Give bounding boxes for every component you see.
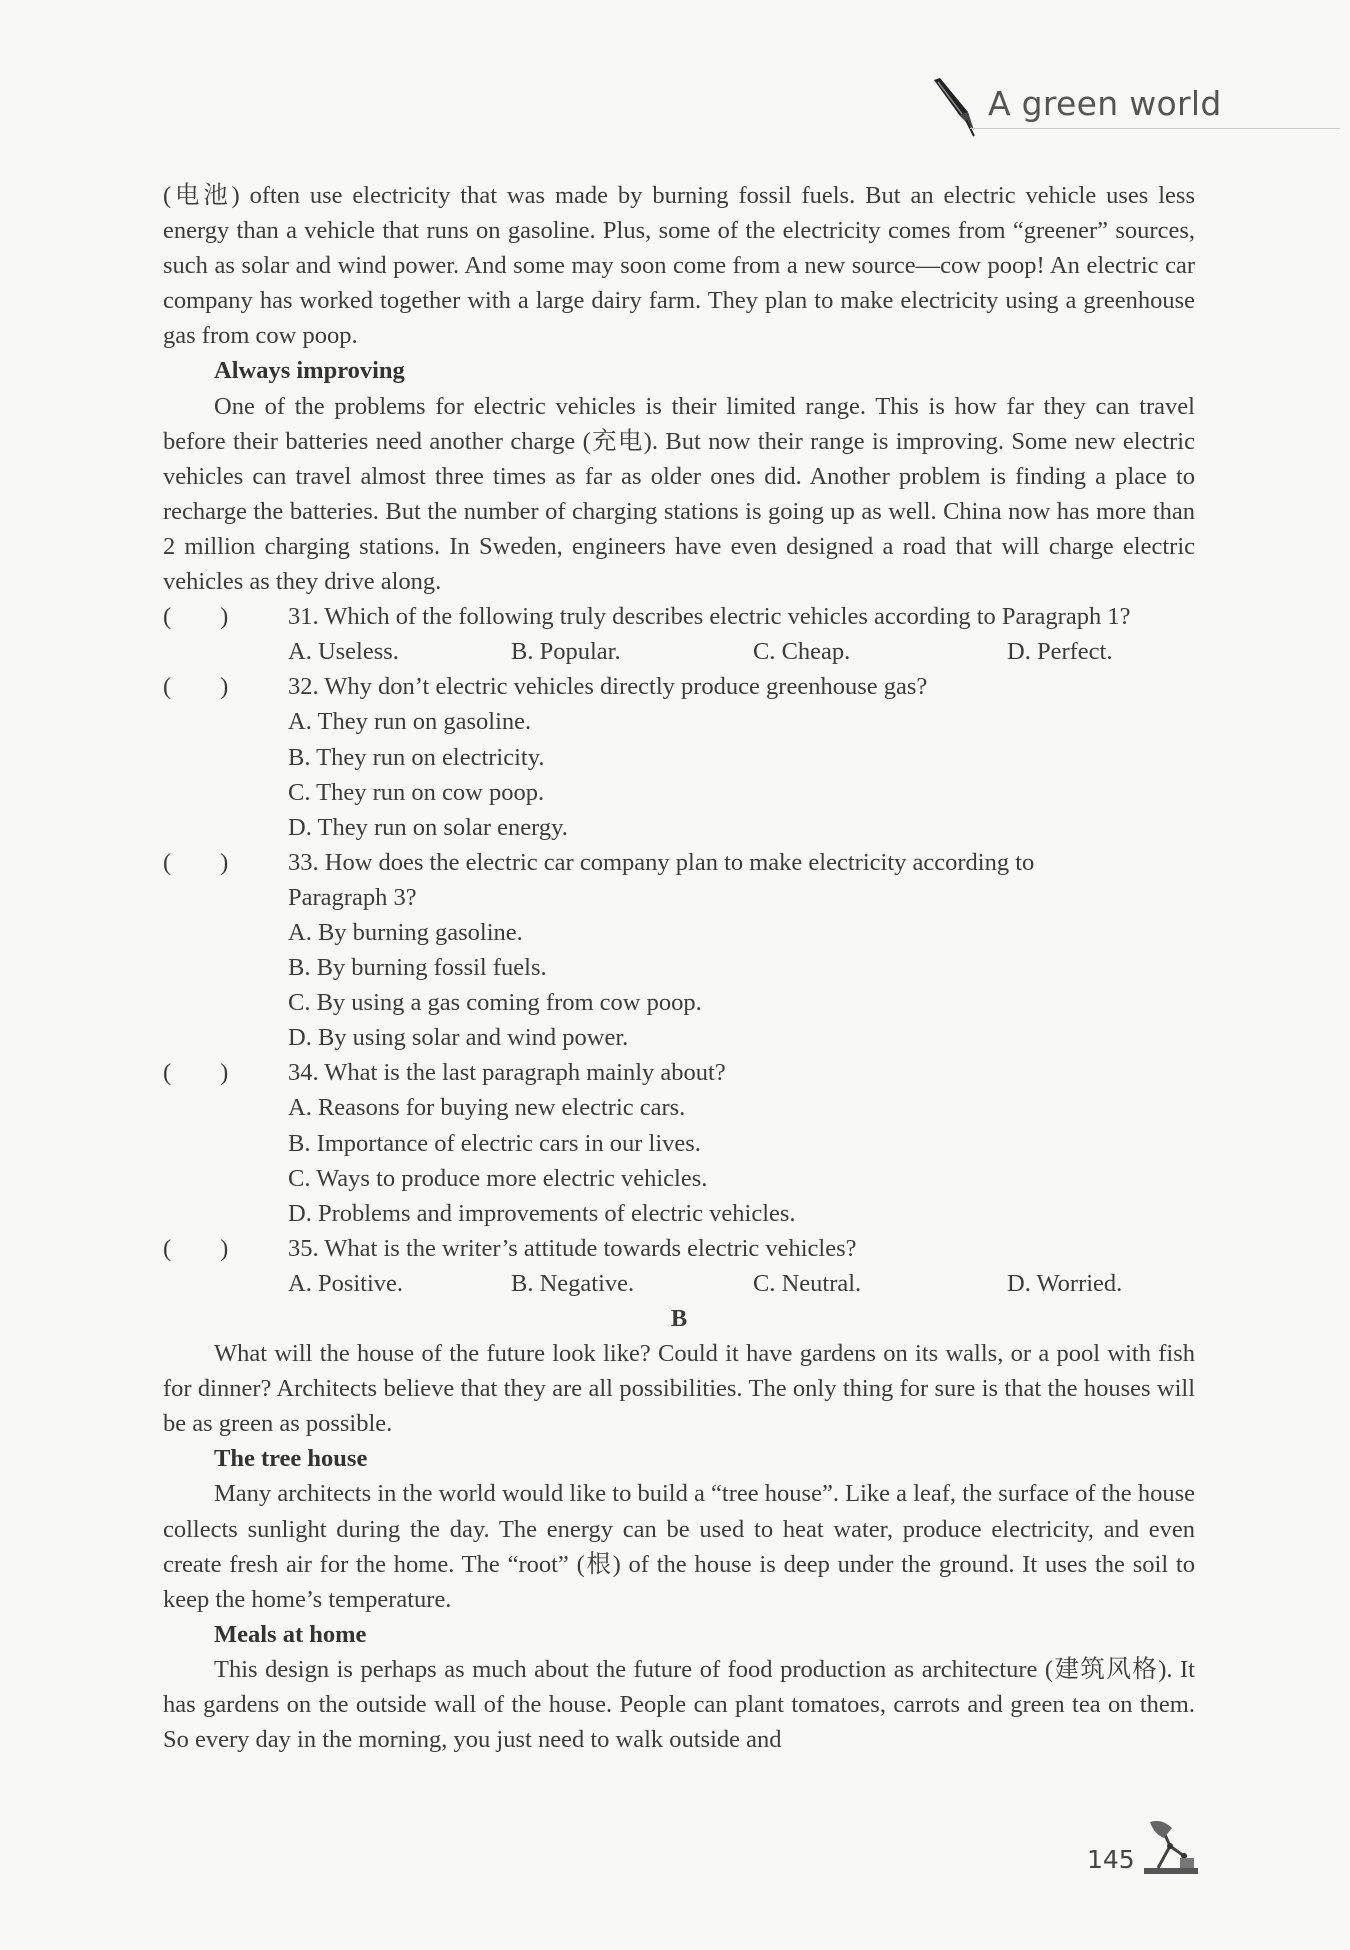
answer-blank[interactable]: ( ) [163,673,229,701]
option-a: A. By burning gasoline. [288,918,523,946]
option-d: D. Problems and improvements of electric vehicles. [288,1199,796,1227]
passage-a-paragraph: (电池) often use electricity that was made by burning fossil fuels. But an electric vehicle uses less energy than a vehicle that runs on gasoline. Plus, some of the electricity comes from “greener” sources, such as solar and wind power. And some may soon come from a new source—cow poop! An electric car company has worked together with a large dairy farm. They plan to make electricity using a greenhouse gas from cow poop. [163,182,1195,350]
pen-icon [930,78,976,138]
desk-lamp-icon [1140,1820,1202,1876]
question-35-options [163,1266,1195,1301]
answer-blank[interactable]: ( ) [163,1059,229,1087]
question-stem: 32. Why don’t electric vehicles directly produce greenhouse gas? [288,673,928,701]
section-heading-tree-house: The tree house [214,1445,368,1473]
question-34 [163,1055,1195,1090]
option-b: B. Importance of electric cars in our lives. [288,1129,701,1157]
option-c: C. Cheap. [753,638,851,666]
option-b: B. They run on electricity. [288,743,545,771]
option-c: C. Ways to produce more electric vehicles. [288,1164,708,1192]
section-heading-meals-at-home: Meals at home [214,1620,367,1648]
page-header [930,78,1340,138]
option-b: B. By burning fossil fuels. [288,954,547,982]
option-a: A. Useless. [288,638,399,666]
answer-blank[interactable]: ( ) [163,1234,229,1262]
option-d: D. By using solar and wind power. [288,1024,629,1052]
option-a: A. Positive. [288,1269,404,1297]
page-number: 145 [1087,1845,1135,1874]
section-heading-always-improving: Always improving [214,357,405,385]
question-31 [163,599,1195,634]
passage-b-tree-paragraph: Many architects in the world would like to build a “tree house”. Like a leaf, the surface of the house collects sunlight during the day. The energy can be used to heat water, produce electricity, and even create fresh air for the home. The “root” (根) of the house is deep under the ground. It uses the soil to keep the home’s temperature. [163,1480,1195,1613]
option-b: B. Negative. [511,1269,635,1297]
passage-b-intro: What will the house of the future look like? Could it have gardens on its walls, or a pool with fish for dinner? Architects believe that they are all possibilities. The only thing for sure is that the houses will be as green as possible. [163,1340,1195,1438]
question-stem: 31. Which of the following truly describes electric vehicles according to Paragraph 1? [288,603,1131,631]
option-d: D. Worried. [1007,1269,1123,1297]
passage-a-paragraph-improving: One of the problems for electric vehicles is their limited range. This is how far they can travel before their batteries need another charge (充电). But now their range is improving. Some new electric vehicles can travel almost three times as far as older ones did. Another problem is finding a place to recharge the batteries. But the number of charging stations is going up as well. China now has more than 2 million charging stations. In Sweden, engineers have even designed a road that will charge electric vehicles as they drive along. [163,392,1195,596]
option-c: C. They run on cow poop. [288,778,545,806]
page-content [163,178,1195,1757]
option-b: B. Popular. [511,638,621,666]
option-a: A. Reasons for buying new electric cars. [288,1094,686,1122]
option-a: A. They run on gasoline. [288,708,532,736]
option-d: D. Perfect. [1007,638,1113,666]
answer-blank[interactable]: ( ) [163,848,229,876]
option-c: C. By using a gas coming from cow poop. [288,989,702,1017]
answer-blank[interactable]: ( ) [163,603,229,631]
question-32 [163,669,1195,704]
question-31-options [163,634,1195,669]
option-c: C. Neutral. [753,1269,862,1297]
header-title: A green world [988,84,1222,123]
header-rule [970,128,1340,129]
question-stem: 35. What is the writer’s attitude towards electric vehicles? [288,1234,857,1262]
question-33 [163,845,1195,915]
passage-b-meals-paragraph: This design is perhaps as much about the future of food production as architecture (建筑风格). It has gardens on the outside wall of the house. People can plant tomatoes, carrots and green tea on them. So every day in the morning, you just need to walk outside and [163,1655,1195,1754]
question-stem: 33. How does the electric car company plan to make electricity according to Paragraph 3? [288,848,1035,911]
option-d: D. They run on solar energy. [288,813,568,841]
question-35 [163,1231,1195,1266]
passage-b-label: B [670,1305,688,1332]
question-stem: 34. What is the last paragraph mainly about? [288,1059,726,1087]
